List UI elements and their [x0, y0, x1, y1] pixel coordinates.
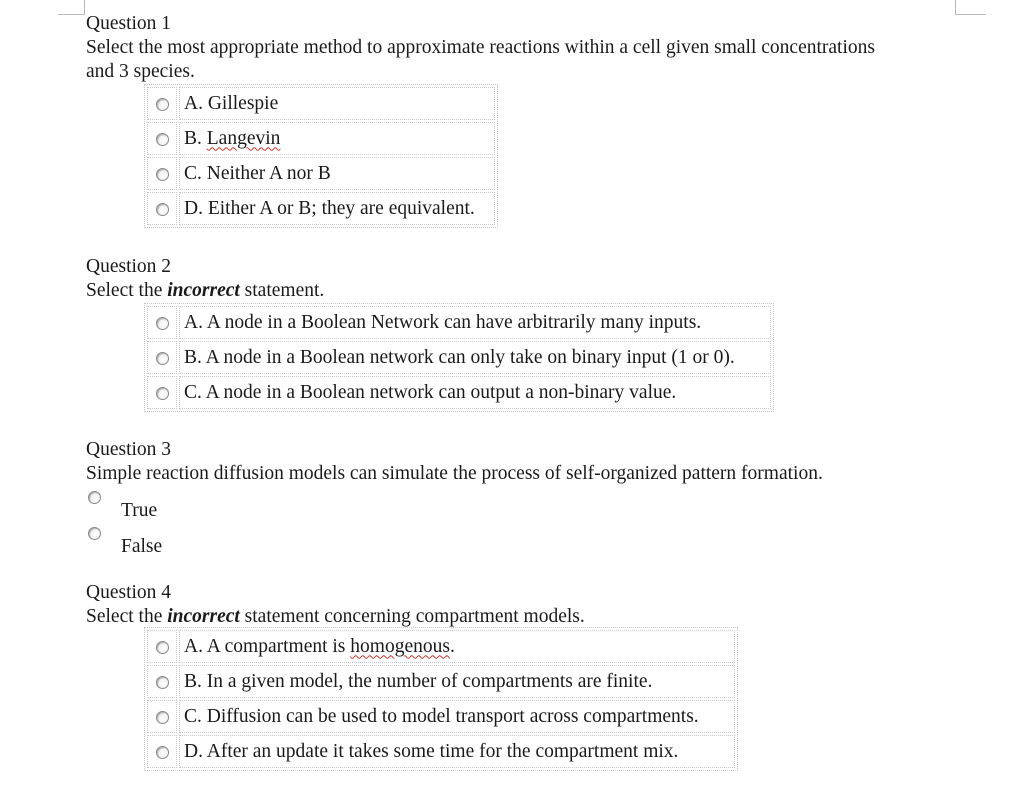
- choice-row[interactable]: [147, 341, 771, 374]
- question-1-choices: [144, 84, 498, 228]
- radio-button[interactable]: [88, 527, 101, 540]
- choice-label: C. Diffusion can be used to model transport across compartments.: [179, 700, 735, 733]
- choice-label: A. A compartment is homogenous.: [179, 630, 735, 663]
- radio-button[interactable]: [156, 387, 169, 400]
- choice-label: B. A node in a Boolean network can only take on binary input (1 or 0).: [179, 341, 771, 374]
- choice-label: B. In a given model, the number of compartments are finite.: [179, 665, 735, 698]
- question-2-choices: [144, 303, 774, 412]
- choice-row[interactable]: [147, 376, 771, 409]
- choice-label: C. A node in a Boolean network can output a non-binary value.: [179, 376, 771, 409]
- question-title: Question 3: [86, 439, 172, 460]
- radio-button[interactable]: [88, 491, 101, 504]
- choice-row[interactable]: [147, 665, 735, 698]
- choice-row[interactable]: [147, 192, 495, 225]
- question-4: [86, 581, 585, 629]
- choice-row[interactable]: [147, 87, 495, 120]
- choice-label: False: [121, 536, 163, 557]
- question-1: [86, 12, 875, 84]
- radio-button[interactable]: [156, 133, 169, 146]
- page-corner-mark-right: [955, 0, 986, 15]
- question-text: Select the most appropriate method to approximate reactions within a cell given small concentrations: [86, 37, 875, 58]
- choice-row[interactable]: [147, 735, 735, 768]
- choice-label: A. Gillespie: [179, 87, 495, 120]
- question-title: Question 1: [86, 13, 172, 34]
- radio-button[interactable]: [156, 168, 169, 181]
- choice-label: True: [121, 500, 158, 521]
- question-4-choices: [144, 627, 738, 771]
- choice-row[interactable]: [147, 700, 735, 733]
- radio-button[interactable]: [156, 641, 169, 654]
- radio-button[interactable]: [156, 317, 169, 330]
- radio-button[interactable]: [156, 711, 169, 724]
- radio-button[interactable]: [156, 98, 169, 111]
- radio-button[interactable]: [156, 352, 169, 365]
- choice-label: D. After an update it takes some time for the compartment mix.: [179, 735, 735, 768]
- page-corner-mark-left: [58, 0, 85, 15]
- choice-label: A. A node in a Boolean Network can have arbitrarily many inputs.: [179, 306, 771, 339]
- choice-label: B. Langevin: [179, 122, 495, 155]
- choice-label: C. Neither A nor B: [179, 157, 495, 190]
- choice-label: D. Either A or B; they are equivalent.: [179, 192, 495, 225]
- choice-row[interactable]: [147, 122, 495, 155]
- question-text: Select the incorrect statement concerning compartment models.: [86, 606, 585, 627]
- choice-row[interactable]: [147, 630, 735, 663]
- choice-row[interactable]: [147, 306, 771, 339]
- spellcheck-flagged-word: homogenous: [350, 635, 450, 657]
- question-2: [86, 255, 324, 303]
- radio-button[interactable]: [156, 746, 169, 759]
- question-text: and 3 species.: [86, 61, 195, 82]
- spellcheck-flagged-word: Langevin: [206, 127, 281, 149]
- choice-row[interactable]: [147, 157, 495, 190]
- radio-button[interactable]: [156, 203, 169, 216]
- question-text: Select the incorrect statement.: [86, 280, 325, 301]
- question-3: [86, 438, 823, 486]
- question-text: Simple reaction diffusion models can simulate the process of self-organized pattern formation.: [86, 463, 823, 484]
- question-title: Question 4: [86, 582, 172, 603]
- radio-button[interactable]: [156, 676, 169, 689]
- question-title: Question 2: [86, 256, 172, 277]
